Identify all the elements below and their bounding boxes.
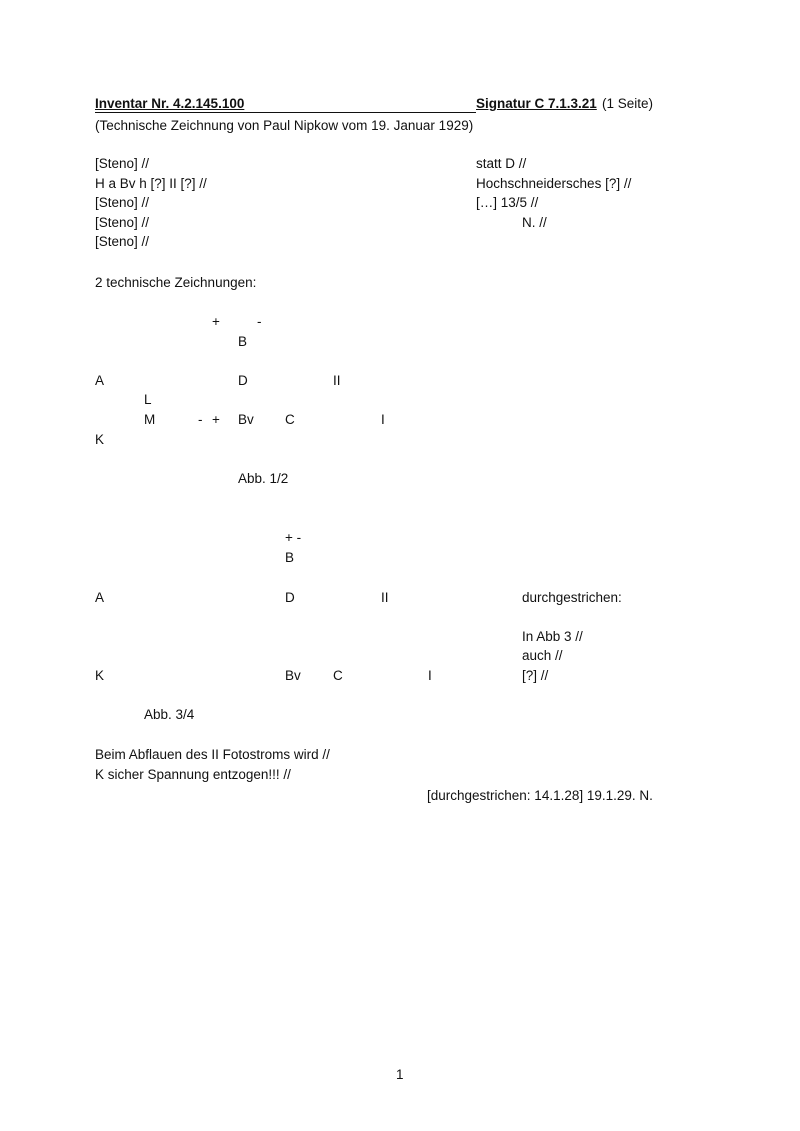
signature: Signatur C 7.1.3.21 <box>476 96 597 111</box>
fig1-label-k: K <box>95 432 105 447</box>
note-right: Hochschneidersches [?] // <box>476 176 632 191</box>
fig2-label-i: I <box>428 668 432 683</box>
fig2-label-d: D <box>285 590 295 605</box>
note-right: […] 13/5 // <box>476 195 539 210</box>
fig2-label-a: A <box>95 590 105 605</box>
fig2-caption: Abb. 3/4 <box>144 707 195 722</box>
drawings-heading: 2 technische Zeichnungen: <box>95 275 257 290</box>
closing-line: Beim Abflauen des II Fotostroms wird // <box>95 747 330 762</box>
page-count: (1 Seite) <box>602 96 654 111</box>
fig2-label-ii: II <box>381 590 389 605</box>
closing-line: K sicher Spannung entzogen!!! // <box>95 767 291 782</box>
fig2-side-note: auch // <box>522 648 563 663</box>
inventory-number: Inventar Nr. 4.2.145.100 <box>95 96 245 111</box>
fig2-plus-minus: + - <box>285 530 302 545</box>
note-left: H a Bv h [?] II [?] // <box>95 176 207 191</box>
fig1-label-bv: Bv <box>238 412 254 427</box>
fig1-minus: - <box>198 412 203 427</box>
note-left: [Steno] // <box>95 215 150 230</box>
note-right: statt D // <box>476 156 527 171</box>
fig1-label-c: C <box>285 412 295 427</box>
fig2-side-note: In Abb 3 // <box>522 629 583 644</box>
fig1-plus: + <box>212 412 220 427</box>
fig1-label-a: A <box>95 373 105 388</box>
date-line: [durchgestrichen: 14.1.28] 19.1.29. N. <box>427 788 653 803</box>
fig2-label-bv: Bv <box>285 668 301 683</box>
fig1-label-b: B <box>238 334 248 349</box>
fig1-label-d: D <box>238 373 248 388</box>
note-left: [Steno] // <box>95 234 150 249</box>
header-underline <box>95 112 476 113</box>
fig1-label-m: M <box>144 412 156 427</box>
fig1-caption: Abb. 1/2 <box>238 471 289 486</box>
note-right: N. // <box>522 215 547 230</box>
document-subtitle: (Technische Zeichnung von Paul Nipkow vom 19. Januar 1929) <box>95 118 474 133</box>
fig1-label-l: L <box>144 392 152 407</box>
fig2-side-note: [?] // <box>522 668 549 683</box>
fig2-label-k: K <box>95 668 105 683</box>
note-left: [Steno] // <box>95 195 150 210</box>
fig2-label-c: C <box>333 668 343 683</box>
fig1-label-i: I <box>381 412 385 427</box>
fig2-label-b: B <box>285 550 295 565</box>
fig2-side-note: durchgestrichen: <box>522 590 622 605</box>
page-number: 1 <box>396 1067 404 1082</box>
fig1-label-ii: II <box>333 373 341 388</box>
fig1-minus-top: - <box>257 314 262 329</box>
note-left: [Steno] // <box>95 156 150 171</box>
fig1-plus-top: + <box>212 314 220 329</box>
